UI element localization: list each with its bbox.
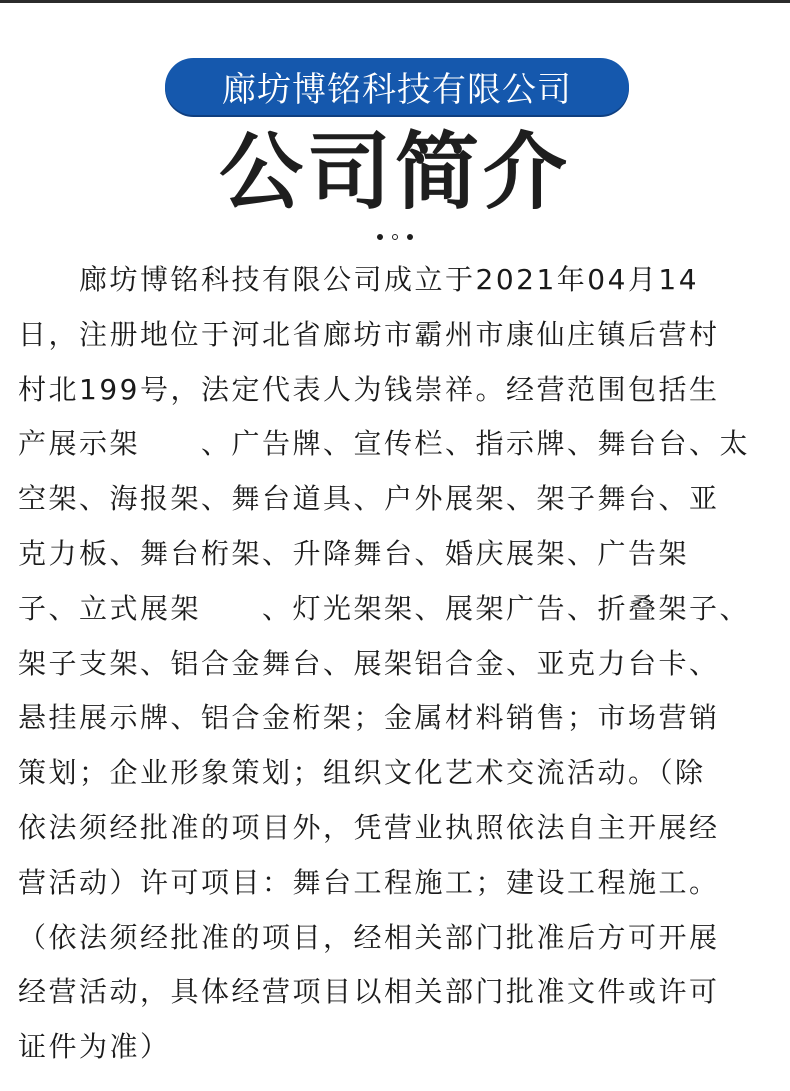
intro-line: 空架、海报架、舞台道具、户外展架、架子舞台、亚: [18, 482, 720, 516]
ring-dot-icon: [392, 234, 398, 240]
dot-icon: [377, 234, 383, 240]
intro-line: 架子支架、铝合金舞台、展架铝合金、亚克力台卡、: [18, 646, 720, 680]
intro-line: 经营活动，具体经营项目以相关部门批准文件或许可: [18, 975, 720, 1009]
company-name-banner: [165, 58, 629, 115]
dot-icon: [407, 234, 413, 240]
decorative-dots: [377, 232, 413, 242]
intro-line: 村北199号，法定代表人为钱崇祥。经营范围包括生: [18, 372, 720, 406]
intro-line: 悬挂展示牌、铝合金桁架；金属材料销售；市场营销: [18, 701, 720, 735]
intro-line: 依法须经批准的项目外，凭营业执照依法自主开展经: [18, 810, 720, 844]
intro-line: 克力板、舞台桁架、升降舞台、婚庆展架、广告架: [18, 536, 690, 570]
company-name: 廊坊博铭科技有限公司: [222, 70, 572, 110]
page-title: 公司简介: [218, 123, 571, 221]
intro-line: 日，注册地位于河北省廊坊市霸州市康仙庄镇后营村: [18, 317, 720, 351]
intro-line: 廊坊博铭科技有限公司成立于2021年04月14: [18, 263, 700, 296]
company-introduction: [18, 253, 774, 1075]
intro-line: 子、立式展架 、灯光架架、展架广告、折叠架子、: [18, 591, 751, 625]
intro-line: 产展示架 、广告牌、宣传栏、指示牌、舞台台、太: [18, 427, 751, 461]
top-divider: [0, 0, 790, 3]
intro-line: 营活动）许可项目：舞台工程施工；建设工程施工。: [18, 865, 720, 899]
intro-line: 策划；企业形象策划；组织文化艺术交流活动。（除: [18, 756, 706, 790]
intro-line: （依法须经批准的项目，经相关部门批准后方可开展: [18, 920, 720, 954]
intro-line: 证件为准）: [18, 1030, 171, 1064]
